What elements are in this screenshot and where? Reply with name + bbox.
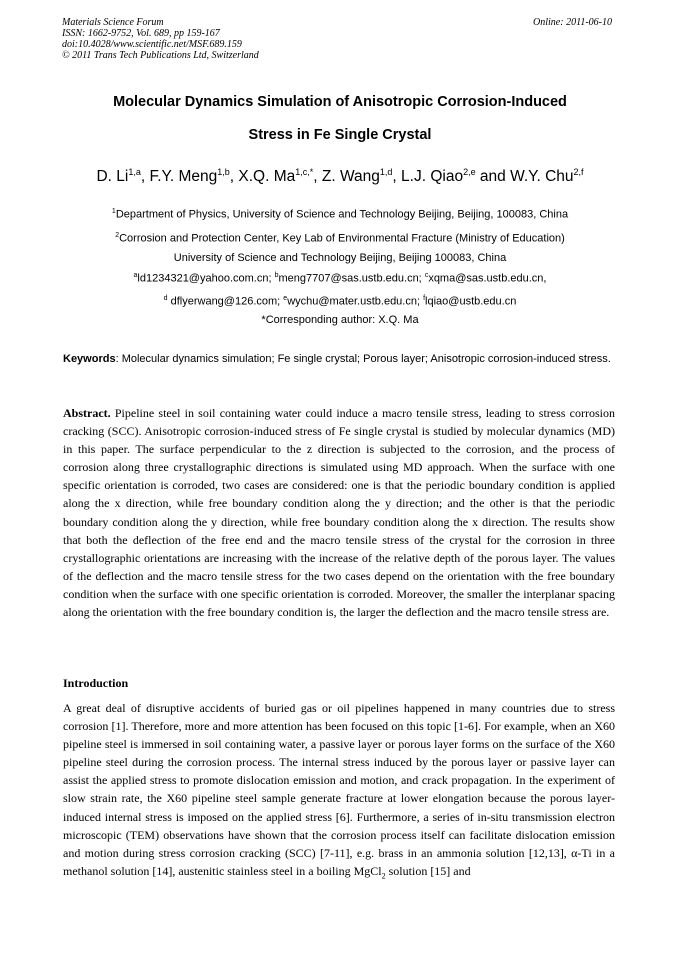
author-separator: , xyxy=(313,168,322,186)
issn-line: ISSN: 1662-9752, Vol. 689, pp 159-167 xyxy=(62,28,220,39)
section-heading: Introduction xyxy=(63,676,129,690)
journal-header xyxy=(62,17,259,61)
author xyxy=(238,168,322,185)
author-name: W.Y. Chu xyxy=(510,168,574,186)
email-sup: a xyxy=(133,272,138,279)
paper-title-line-2: Stress in Fe Single Crystal xyxy=(248,127,432,143)
introduction-text: A great deal of disruptive accidents of buried gas or oil pipelines happened in many countries due to stress corrosion [1]. Therefore, more and more attention has been focused on this topic [1-6]. For example, when an X60 pipeline steel is immersed in soil containing water, a passive layer or porous layer forms on the surface of the X60 pipeline steel during the corrosion process. The internal stress induced by the porous layer or passive layer can assist the applied stress to promote dislocation emission and motion, and crack propagation. In the experiment of slow strain rate, the X60 pipeline steel sample generate fracture at lower elongation because the porous layer-induced internal stress is imposed on the applied stress [6]. Furthermore, a series of in-situ transmission electron microscopic (TEM) observations have shown that the corrosion process itself can facilitate dislocation emission and motion during stress corrosion cracking (SCC) [7-11], e.g. brass in an ammonia solution [12,13], α-Ti in a methanol solution [14], austenitic stainless steel in a boiling MgCl xyxy=(63,701,615,878)
online-date: Online: 2011-06-10 xyxy=(533,17,612,28)
subscript: 2 xyxy=(381,871,386,881)
abstract-label: Abstract. xyxy=(63,406,111,420)
introduction-body xyxy=(63,699,615,885)
author-separator: , xyxy=(392,168,402,186)
author-sup: 2,e xyxy=(463,167,476,177)
introduction-text-end: solution [15] and xyxy=(385,863,471,878)
email-sup: b xyxy=(274,272,279,279)
author xyxy=(149,168,238,185)
email-sup: e xyxy=(283,294,288,302)
author-separator: , xyxy=(229,168,239,186)
affiliation-sup: 1 xyxy=(111,208,116,215)
email-sup: d xyxy=(163,294,168,302)
journal-name: Materials Science Forum xyxy=(62,17,164,28)
keywords xyxy=(63,350,614,369)
paper-title-line-1: Molecular Dynamics Simulation of Anisotropic Corrosion-Induced xyxy=(113,94,567,110)
email: dflyerwang@126.com; xyxy=(167,295,284,308)
author-sup: 1,b xyxy=(217,167,230,177)
author-sup: 2,f xyxy=(573,167,584,177)
corresponding-author: *Corresponding author: X.Q. Ma xyxy=(261,314,419,326)
affiliation-text: University of Science and Technology Beijing, Beijing 100083, China xyxy=(173,251,507,264)
author xyxy=(401,168,510,185)
affiliation-text: Corrosion and Protection Center, Key Lab of Environmental Fracture (Ministry of Education) xyxy=(119,232,565,245)
email-list xyxy=(40,266,640,311)
affiliation-2 xyxy=(40,226,640,268)
affiliation-text: Department of Physics, University of Science and Technology Beijing, Beijing, 100083, China xyxy=(115,208,569,221)
author-name: L.J. Qiao xyxy=(401,168,464,186)
author xyxy=(96,168,149,185)
author xyxy=(322,168,401,185)
author xyxy=(510,168,583,185)
email: ld1234321@yahoo.com.cn; xyxy=(137,272,275,285)
email-line-2 xyxy=(40,289,640,312)
author-name: D. Li xyxy=(96,168,129,186)
author-sup: 1,d xyxy=(379,167,393,177)
email: lqiao@ustb.edu.cn xyxy=(425,295,517,308)
email: meng7707@sas.ustb.edu.cn; xyxy=(278,272,425,285)
author-separator: , xyxy=(140,168,150,186)
author-list xyxy=(40,167,640,186)
author-name: Z. Wang xyxy=(321,168,380,186)
email-sup: f xyxy=(423,294,426,302)
copyright-line: © 2011 Trans Tech Publications Ltd, Switzerland xyxy=(62,50,259,61)
doi-line: doi:10.4028/www.scientific.net/MSF.689.159 xyxy=(62,39,242,50)
email-sup: c xyxy=(424,272,429,279)
author-sup: 1,a xyxy=(128,167,141,177)
author-separator: and xyxy=(475,168,511,186)
abstract xyxy=(63,404,615,621)
affiliation-1 xyxy=(40,202,640,225)
author-name: X.Q. Ma xyxy=(238,168,296,186)
email-line-1 xyxy=(40,266,640,289)
keywords-label: Keywords xyxy=(63,353,116,365)
author-name: F.Y. Meng xyxy=(149,168,218,186)
keywords-text: : Molecular dynamics simulation; Fe single crystal; Porous layer; Anisotropic corrosion-induced stress. xyxy=(115,353,611,365)
author-sup: 1,c,* xyxy=(295,167,314,177)
abstract-text: Pipeline steel in soil containing water could induce a macro tensile stress, leading to stress corrosion cracking (SCC). Anisotropic corrosion-induced stress of Fe single crystal is studied by molecular dynamics (MD) in this paper. The surface perpendicular to the z direction is subjected to the corrosion, and the process of corrosion along three crystallographic directions is simulated using MD approach. When the surface with one specific orientation is corroded, two cases are considered: one is that the periodic boundary condition is applied along the x direction, while free boundary condition along the y direction; and the other is that the periodic boundary condition along the y direction, while free boundary condition along the x direction. The results show that both the deflection of the free end and the macro tensile stress of the crystal for the corrosion in three crystallographic orientations are increasing with the increase of the relative depth of the porous layer. The values of the deflection and the macro tensile stress for the two cases depend on the orientation with the free boundary condition when the surface with one specific orientation is corroded. Moreover, the smaller the interplanar spacing along the orientation with the free boundary condition is, the larger the deflection and the macro tensile stress are. xyxy=(63,406,615,620)
email: xqma@sas.ustb.edu.cn, xyxy=(428,272,547,285)
affiliation-sup: 2 xyxy=(115,232,120,239)
email: wychu@mater.ustb.edu.cn; xyxy=(287,295,424,308)
